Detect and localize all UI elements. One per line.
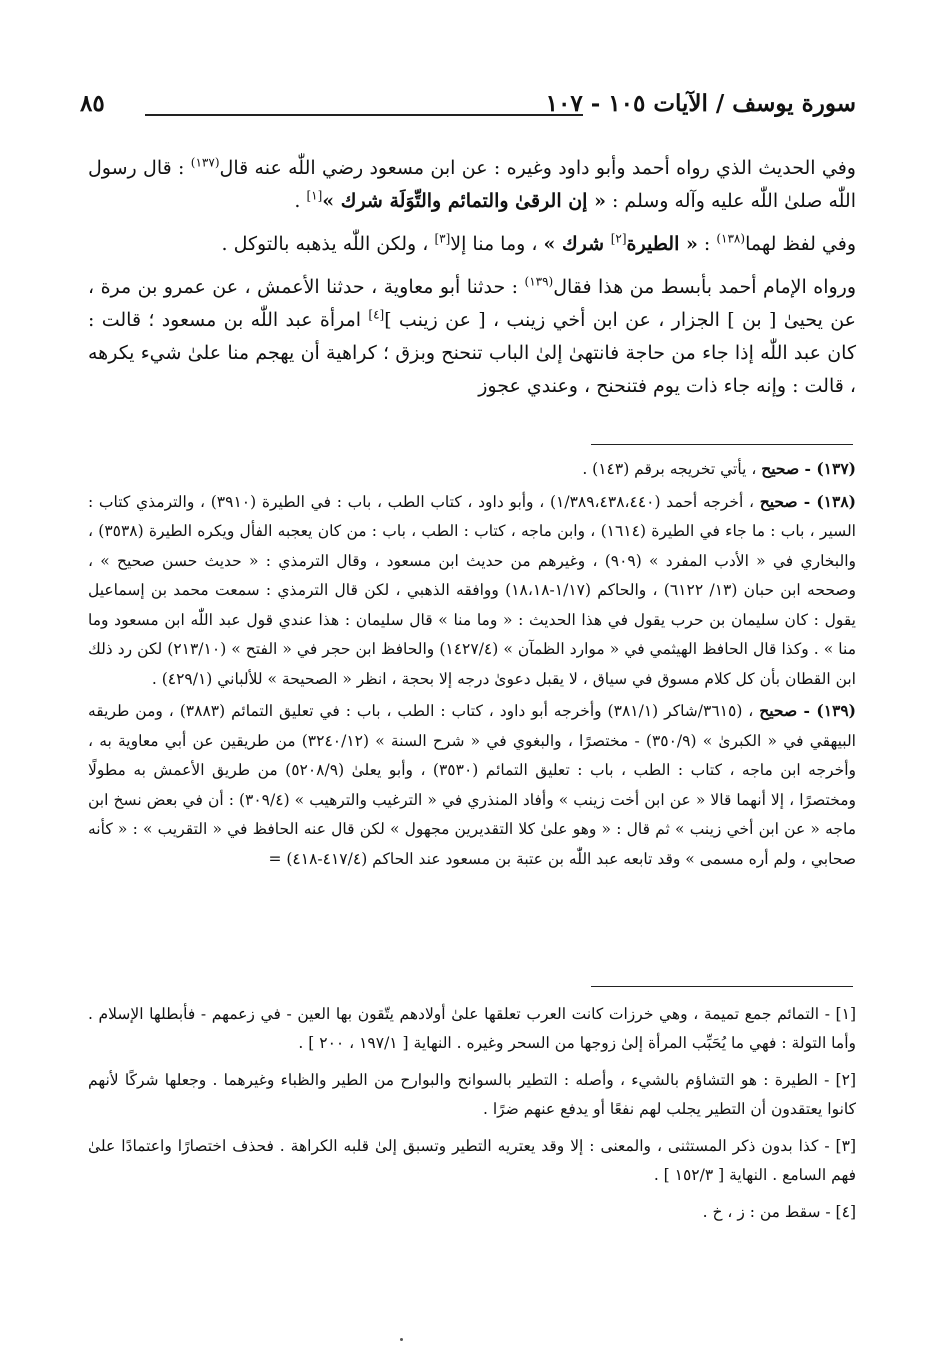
footnote-138: (١٣٨) - صحيح ، أخرجه أحمد (١/٣٨٩،٤٣٨،٤٤٠) ، وأبو داود ، كتاب الطب ، باب : في الطيرة (٣٩١٠) ، والترمذي كتاب : السير ، باب : ما جاء في الطيرة (١٦١٤) ، وابن ماجه ، كتاب : الطب ، باب : من كان يعجبه الفأل ويكره الطيرة (٣٥٣٨) ، والبخاري في « الأدب المفرد » (٩٠٩) ، وغيرهم من حديث ابن مسعود ، وقال الترمذي : « حديث حسن صحيح » ، وصححه ابن حبان (١٣/ ٦١٢٢) ، والحاكم (١/١٧-١٨،١٨) ووافقه الذهبي ، لكن قال الترمذي : سمعت محمد بن إسماعيل يقول : كان سليمان بن حرب يقول في هذا الحديث : « وما منا » قال سليمان : هذا عندي قول عبد اللّٰه ابن مسعود وما منا » . وكذا قال الحافظ الهيثمي في « موارد الظمآن » (١٤٢٧/٤) والحافظ ابن حجر في « الفتح » (٢١٣/١٠) لكن رد ذلك ابن القطان بأن كل كلام مسوق في سياق ، لا يقبل دعوىٰ درجه إلا بحجة ، انظر « الصحيحة » للألباني (٤٢٩/١) . [88,491,856,688]
hadith-quote-2b: شرك » [543,233,611,255]
editor-note-4: [٤] - سقط من : ز ، خ . [702,1203,856,1221]
page-header [80,88,856,128]
footnote-ref-138: (١٣٨) [716,231,746,246]
footnote-ref-139: (١٣٩) [524,274,554,289]
paragraph-1: وفي الحديث الذي رواه أحمد وأبو داود وغيره : عن ابن مسعود رضي اللّٰه عنه قال$^{(١٣٧)}$ : قال رسول اللّٰه صلىٰ اللّٰه عليه وآله وسلم : « إن الرقىٰ والتمائم والتِّوَلَة شرك »[١] . [88,155,856,212]
note-ref-3: [٣] [434,231,451,246]
main-text [88,152,856,413]
footnote-139: (١٣٩) - صحيح ، (٣٦١٥/شاكر (٣٨١/١) وأخرجه أبو داود ، كتاب : الطب ، باب : في تعليق التمائم (٣٨٨٣) ، ومن طريقه البيهقي في « الكبرىٰ » (٣٥٠/٩) - مختصرًا ، والبغوي في « شرح السنة » (٣٢٤٠/١٢) من طريقين عن أبي معاوية به ، وأخرجه ابن ماجه ، كتاب : الطب ، باب : تعليق التمائم (٣٥٣٠) ، وأبو يعلىٰ (٥٢٠٨/٩) من طريق الأعمش به مطولًا ومختصرًا ، إلا أنهما قالا « عن ابن أخت زينب » وأفاد المنذري في « الترغيب والترهيب » (٣٠٩/٤) : أن في بعض نسخ ابن ماجه « عن ابن أخي زينب » ثم قال : « وهو علىٰ كلا التقديرين مجهول » لكن قال عنه الحافظ في « التقريب » : « كأنه صحابي ، ولم أره مسمى » وقد تابعه عبد اللّٰه بن عتبة بن مسعود عند الحاكم (٤١٧/٤-٤١٨) = [88,701,857,868]
footnote-ref-137: (١٣٧) [190,155,220,170]
page-number: ٨٥ [80,90,105,117]
note-ref-1: [١] [306,188,323,203]
running-title: سورة يوسف / الآيات ١٠٥ - ١٠٧ [545,90,856,117]
scan-speck [400,1338,403,1341]
footnote-137: (١٣٧) - صحيح ، يأتي تخريجه برقم (١٤٣) . [582,459,856,478]
editor-notes [88,1000,856,1235]
note-ref-2: [٢] [610,231,627,246]
footnote-separator [591,444,853,445]
note-ref-4: [٤] [368,307,385,322]
editor-note-2: [٢] - الطيرة : هو التشاؤم بالشيء ، وأصله : التطير بالسوانح والبوارح من الطير والظباء وغيرهما . وجعلها شركًا لأنهم كانوا يعتقدون أن التطير يجلب لهم نفعًا أو يدفع عنهم ضرًا . [88,1071,856,1118]
footnotes [88,454,856,876]
header-rule [145,114,583,116]
editor-notes-separator [591,986,853,987]
hadith-quote-2a: « الطيرة [626,233,698,255]
editor-note-1: [١] - التمائم جمع تميمة ، وهي خرزات كانت العرب تعلقها علىٰ أولادهم يتّقون بها العين - في زعمهم - فأبطلها الإسلام . وأما التولة : فهي ما يُحَبِّب المرأة إلىٰ زوجها من السحر وغيره . النهاية [ ١٩٧/١ ، ٢٠٠ ] . [88,1005,856,1052]
paragraph-2: وفي لفظ لهما$^{(١٣٨)}$ : « الطيرة[٢] شرك » ، وما منا إلا[٣] ، ولكن اللّٰه يذهبه بالتوكل . [221,231,856,255]
editor-note-3: [٣] - كذا بدون ذكر المستثنى ، والمعنى : إلا وقد يعتريه التطير وتسبق إلىٰ قلبه الكراهة . فحذف اختصارًا واعتمادًا علىٰ فهم السامع . النهاية [ ١٥٢/٣ ] . [88,1137,856,1184]
hadith-quote: « إن الرقىٰ والتمائم والتِّوَلَة شرك » [322,190,606,212]
paragraph-3: ورواه الإمام أحمد بأبسط من هذا فقال$^{(١٣٩)}$ : حدثنا أبو معاوية ، حدثنا الأعمش ، عن عمرو بن مرة ، عن يحيىٰ [ بن ] الجزار ، عن ابن أخي زينب ، [ عن زينب ][٤] امرأة عبد اللّٰه بن مسعود ؛ قالت : كان عبد اللّٰه إذا جاء من حاجة فانتهىٰ إلىٰ الباب تنحنح وبزق ؛ كراهية أن يهجم منا علىٰ شيء يكرهه ، قالت : وإنه جاء ذات يوم فتنحنح ، وعندي عجوز [88,274,857,397]
